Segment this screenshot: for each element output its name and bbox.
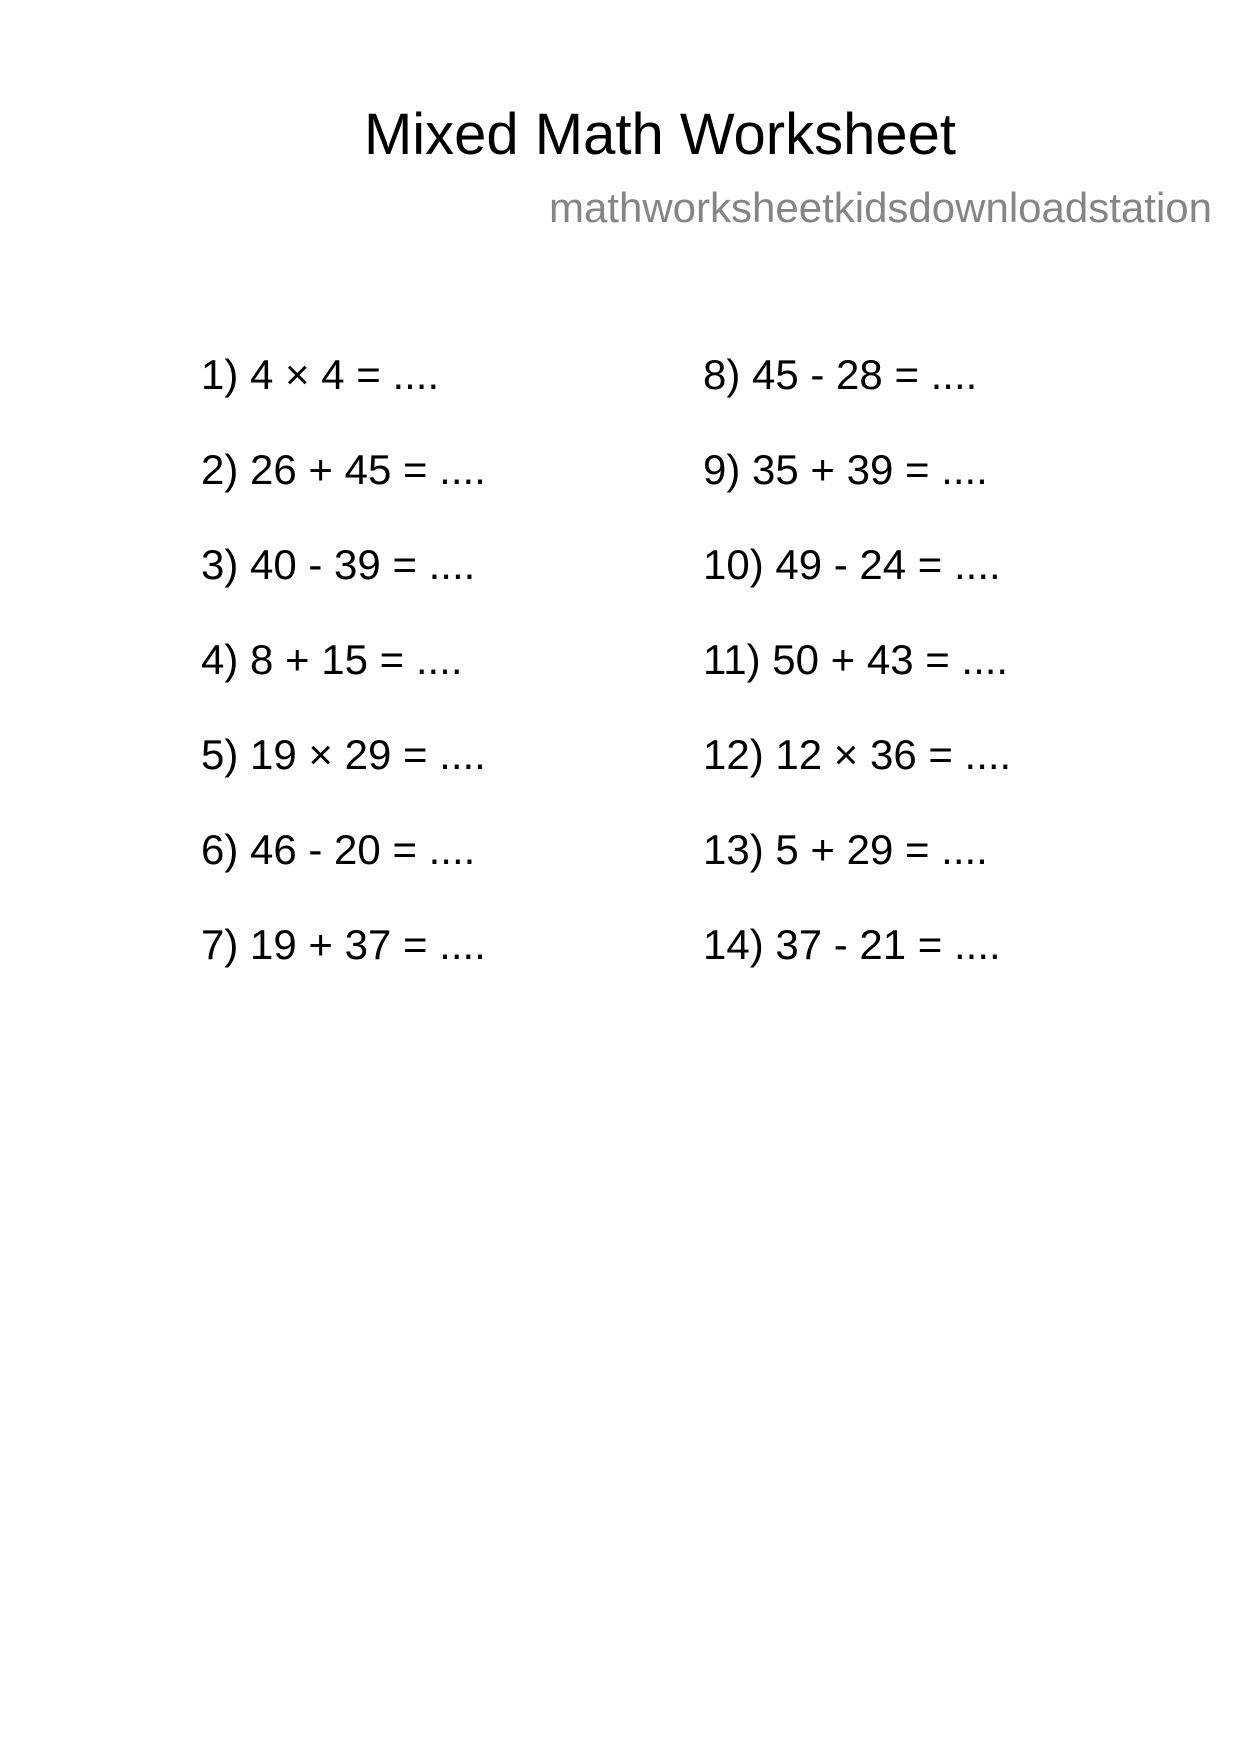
problem-item: 1) 4 × 4 = .... [201, 351, 440, 398]
problem-item: 11) 50 + 43 = .... [703, 636, 1009, 683]
problem-item: 5) 19 × 29 = .... [201, 731, 486, 778]
problem-column-right [703, 350, 1011, 1015]
problem-item: 6) 46 - 20 = .... [201, 826, 476, 873]
problem-item: 14) 37 - 21 = .... [703, 921, 1001, 968]
problem-item: 13) 5 + 29 = .... [703, 826, 988, 873]
problem-item: 7) 19 + 37 = .... [201, 921, 486, 968]
problem-item: 9) 35 + 39 = .... [703, 446, 988, 493]
problem-item: 12) 12 × 36 = .... [703, 731, 1012, 778]
problem-column-left [201, 350, 486, 1015]
problem-item: 8) 45 - 28 = .... [703, 351, 978, 398]
worksheet-title: Mixed Math Worksheet [363, 102, 957, 167]
problem-item: 4) 8 + 15 = .... [201, 636, 463, 683]
watermark-text: mathworksheetkidsdownloadstation [548, 184, 1212, 231]
problem-item: 3) 40 - 39 = .... [201, 541, 476, 588]
problem-item: 10) 49 - 24 = .... [703, 541, 1001, 588]
problem-item: 2) 26 + 45 = .... [201, 446, 486, 493]
